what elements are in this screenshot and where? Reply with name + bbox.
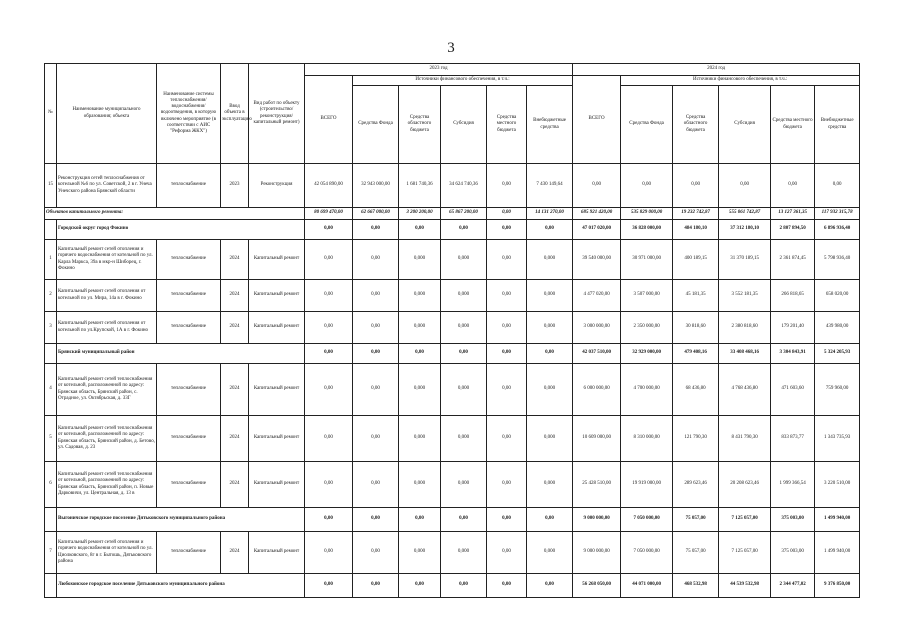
subtotal-row (45, 508, 860, 532)
col-work-type: Вид работ по объекту (строительство/ реконструкция/ капитальный ремонт) (249, 64, 305, 164)
cell-value: 7 430 149,64 (527, 164, 573, 208)
cell-value: 0,00 (305, 532, 353, 574)
subtotal-row (45, 574, 860, 598)
cell-name: Объектов капитального ремонта: (45, 208, 305, 220)
cell-value: 42 037 510,00 (573, 344, 621, 364)
cell-value: 75 057,00 (673, 532, 719, 574)
page-number: 3 (447, 40, 455, 56)
cell-value: 0,00 (771, 164, 815, 208)
cell-system: теплоснабжение (157, 280, 221, 312)
cell-value: 0,000 (441, 240, 487, 280)
cell-work-type: Реконструкция (249, 164, 305, 208)
cell-value: 0,00 (353, 280, 399, 312)
cell-value: 39 540 000,00 (573, 240, 621, 280)
cell-value: 19 919 000,00 (621, 462, 673, 508)
cell-work-type: Капитальный ремонт (249, 280, 305, 312)
cell-no (45, 574, 57, 598)
cell-value: 759 960,00 (815, 364, 860, 416)
cell-value: 0,00 (441, 574, 487, 598)
cell-value: 31 370 189,15 (719, 240, 771, 280)
cell-value: 0,00 (353, 416, 399, 462)
cell-value: 0,00 (305, 508, 353, 532)
cell-value: 44 539 532,98 (719, 574, 771, 598)
cell-work-type: Капитальный ремонт (249, 240, 305, 280)
col-year-2023: 2023 год (305, 64, 573, 76)
table-row (45, 364, 860, 416)
cell-value: 0,00 (487, 208, 527, 220)
cell-value: 0,00 (305, 416, 353, 462)
col-2023-fund: Средства Фонда (353, 86, 399, 164)
cell-value: 0,00 (353, 240, 399, 280)
cell-year: 2024 (221, 416, 249, 462)
cell-value: 0,000 (527, 280, 573, 312)
cell-value: 0,000 (527, 416, 573, 462)
cell-value: 1 343 735,93 (815, 416, 860, 462)
cell-work-type: Капитальный ремонт (249, 416, 305, 462)
cell-value: 471 603,60 (771, 364, 815, 416)
cell-value: 0,00 (305, 220, 353, 240)
cell-value: 0,000 (441, 462, 487, 508)
col-2024-sources: Источники финансового обеспечения, в т.ч.: (621, 76, 860, 86)
cell-value: 479 408,16 (673, 344, 719, 364)
cell-system: теплоснабжение (157, 462, 221, 508)
cell-value: 0,00 (487, 462, 527, 508)
cell-value: 30 818,60 (673, 312, 719, 344)
cell-no (45, 220, 57, 240)
cell-value: 0,00 (305, 574, 353, 598)
cell-work-type: Капитальный ремонт (249, 532, 305, 574)
cell-value: 3 507 000,00 (621, 280, 673, 312)
col-year-2024: 2024 год (573, 64, 860, 76)
cell-year: 2024 (221, 280, 249, 312)
cell-value: 0,00 (399, 220, 441, 240)
cell-value: 8 310 000,00 (621, 416, 673, 462)
cell-value: 0,00 (487, 280, 527, 312)
cell-work-type: Капитальный ремонт (249, 364, 305, 416)
cell-value: 0,00 (353, 508, 399, 532)
cell-value: 0,00 (441, 344, 487, 364)
cell-value: 0,000 (399, 462, 441, 508)
cell-value: 13 127 361,35 (771, 208, 815, 220)
cell-value: 289 623,46 (673, 462, 719, 508)
cell-name: Капитальный ремонт сетей отопления и горячего водоснабжения от котельной по ул. Циолковского, 8г в г. Бытошь, Дятьковского района (57, 532, 157, 574)
cell-value: 400 189,15 (673, 240, 719, 280)
cell-value: 0,00 (399, 574, 441, 598)
col-name: Наименование муниципального образования; объекта (57, 64, 157, 164)
cell-value: 0,00 (399, 508, 441, 532)
cell-value: 0,00 (353, 462, 399, 508)
cell-year: 2024 (221, 312, 249, 344)
cell-value: 0,00 (527, 508, 573, 532)
cell-value: 0,000 (527, 532, 573, 574)
cell-value: 0,00 (487, 344, 527, 364)
cell-value: 62 667 000,00 (353, 208, 399, 220)
cell-value: 0,000 (527, 364, 573, 416)
subtotal-row (45, 220, 860, 240)
cell-value: 19 232 742,87 (673, 208, 719, 220)
cell-value: 0,00 (487, 532, 527, 574)
cell-work-type: Капитальный ремонт (249, 312, 305, 344)
table-row (45, 532, 860, 574)
cell-value: 0,000 (399, 312, 441, 344)
cell-value: 3 000 000,00 (573, 312, 621, 344)
cell-value: 0,00 (305, 280, 353, 312)
cell-value: 0,00 (621, 164, 673, 208)
table-row (45, 240, 860, 280)
cell-system: теплоснабжение (157, 240, 221, 280)
table-row (45, 416, 860, 462)
cell-value: 0,00 (305, 240, 353, 280)
cell-value: 0,00 (353, 220, 399, 240)
cell-value: 0,00 (487, 416, 527, 462)
col-2024-local: Средства местного бюджета (771, 86, 815, 164)
cell-value: 0,00 (487, 220, 527, 240)
cell-value: 1 499 940,00 (815, 532, 860, 574)
cell-value: 121 790,30 (673, 416, 719, 462)
cell-value: 375 003,00 (771, 532, 815, 574)
table-row (45, 164, 860, 208)
cell-no: 1 (45, 240, 57, 280)
cell-value: 0,000 (399, 532, 441, 574)
cell-value: 468 532,98 (673, 574, 719, 598)
cell-value: 56 268 050,00 (573, 574, 621, 598)
cell-name: Капитальный ремонт сетей теплоснабжения от котельной, расположенной по адресу: Брянская область, Брянский район, д. Бетово, ул. Садовая, д. 23 (57, 416, 157, 462)
cell-no: 7 (45, 532, 57, 574)
cell-value: 3 200 200,00 (399, 208, 441, 220)
cell-value: 3 552 181,35 (719, 280, 771, 312)
cell-name: Капитальный ремонт сетей теплоснабжения от котельной, расположенной по адресу: Брянская область, Брянский район, с. Отрадное, ул. Октябрьская, д. 33Г (57, 364, 157, 416)
total-row (45, 208, 860, 220)
cell-value: 0,00 (487, 240, 527, 280)
cell-value: 65 867 200,00 (441, 208, 487, 220)
cell-value: 5 324 205,93 (815, 344, 860, 364)
cell-system: теплоснабжение (157, 416, 221, 462)
cell-name: Капитальный ремонт сетей отопления от котельной по ул. Мира, 14а в г. Фокино (57, 280, 157, 312)
cell-value: 1 681 740,36 (399, 164, 441, 208)
cell-value: 9 376 850,00 (815, 574, 860, 598)
cell-value: 179 201,40 (771, 312, 815, 344)
col-2023-regional: Средства областного бюджета (399, 86, 441, 164)
cell-value: 7 050 000,00 (621, 508, 673, 532)
cell-year: 2024 (221, 240, 249, 280)
cell-value: 0,00 (353, 344, 399, 364)
financing-table (44, 63, 860, 598)
cell-value: 9 000 000,00 (573, 508, 621, 532)
cell-year: 2024 (221, 462, 249, 508)
cell-value: 0,00 (441, 220, 487, 240)
cell-value: 0,000 (399, 416, 441, 462)
col-2023-extra: Внебюджетные средства (527, 86, 573, 164)
cell-no: 3 (45, 312, 57, 344)
col-2024-total: ВСЕГО (573, 76, 621, 164)
cell-value: 0,00 (399, 344, 441, 364)
col-2023-local: Средства местного бюджета (487, 86, 527, 164)
cell-value: 0,000 (399, 364, 441, 416)
cell-value: 75 057,00 (673, 508, 719, 532)
cell-name: Выгоничское городское поселение Дятьковского муниципального района (57, 508, 305, 532)
col-year: Ввод объекта в эксплуатацию (221, 64, 249, 164)
col-2024-subsidy: Субсидия (719, 86, 771, 164)
cell-value: 7 125 057,00 (719, 508, 771, 532)
col-system: Наименование системы теплоснабжения/ водоснабжения/ водоотведения, в которую включено мероприятие (в соответствии с АИС "Реформа ЖКХ") (157, 64, 221, 164)
cell-value: 0,00 (487, 574, 527, 598)
cell-value: 0,00 (487, 364, 527, 416)
cell-value: 9 000 000,00 (573, 532, 621, 574)
cell-value: 0,000 (441, 312, 487, 344)
cell-name: Капитальный ремонт сетей теплоснабжения от котельной, расположенной по адресу: Брянская область, Брянский район, п. Новые Дарковичи, ул. Центральная, д. 13 в (57, 462, 157, 508)
cell-value: 0,00 (487, 508, 527, 532)
cell-value: 0,000 (441, 280, 487, 312)
cell-no: 5 (45, 416, 57, 462)
cell-value: 4 768 436,80 (719, 364, 771, 416)
cell-no: 6 (45, 462, 57, 508)
cell-value: 266 818,65 (771, 280, 815, 312)
cell-value: 7 050 000,00 (621, 532, 673, 574)
cell-value: 2 350 000,00 (621, 312, 673, 344)
cell-system: теплоснабжение (157, 364, 221, 416)
cell-name: Городской округ город Фокино (57, 220, 305, 240)
cell-value: 0,000 (527, 240, 573, 280)
cell-value: 0,00 (441, 508, 487, 532)
cell-name: Брянский муниципальный район (57, 344, 305, 364)
cell-value: 6 896 936,40 (815, 220, 860, 240)
cell-value: 0,00 (487, 164, 527, 208)
cell-value: 0,00 (673, 164, 719, 208)
cell-year: 2023 (221, 164, 249, 208)
cell-value: 37 312 180,10 (719, 220, 771, 240)
cell-value: 0,00 (815, 164, 860, 208)
cell-value: 44 071 000,00 (621, 574, 673, 598)
cell-no: 15 (45, 164, 57, 208)
cell-value: 1 499 940,00 (815, 508, 860, 532)
cell-name: Капитальный ремонт сетей отопления от котельной по ул.Крупской, 1А в г. Фокино (57, 312, 157, 344)
cell-value: 5 798 936,40 (815, 240, 860, 280)
cell-no (45, 344, 57, 364)
cell-no (45, 508, 57, 532)
cell-name: Капитальный ремонт сетей отопления и горячего водоснабжения от котельной по ул. Карла Маркса, 39а в мкр-н Шиборец, г. Фокино (57, 240, 157, 280)
cell-value: 3 220 510,00 (815, 462, 860, 508)
cell-value: 0,00 (353, 312, 399, 344)
cell-no: 2 (45, 280, 57, 312)
cell-value: 68 436,80 (673, 364, 719, 416)
cell-value: 7 125 057,00 (719, 532, 771, 574)
cell-value: 45 181,35 (673, 280, 719, 312)
col-2023-sources: Источники финансового обеспечения, в т.ч.: (353, 76, 573, 86)
cell-value: 375 003,00 (771, 508, 815, 532)
cell-value: 0,00 (305, 462, 353, 508)
cell-year: 2024 (221, 364, 249, 416)
col-2024-regional: Средства областного бюджета (673, 86, 719, 164)
cell-system: теплоснабжение (157, 532, 221, 574)
col-2023-subsidy: Субсидия (441, 86, 487, 164)
cell-value: 0,00 (353, 574, 399, 598)
cell-value: 30 971 000,00 (621, 240, 673, 280)
cell-value: 0,000 (399, 240, 441, 280)
cell-value: 0,000 (527, 462, 573, 508)
cell-value: 0,00 (487, 312, 527, 344)
cell-value: 2 361 874,45 (771, 240, 815, 280)
cell-value: 4 700 000,00 (621, 364, 673, 416)
cell-name: Реконструкция сетей теплоснабжения от котельной №6 по ул. Советской, 2 в г. Унеча Унечского района Брянской области (57, 164, 157, 208)
cell-value: 4 477 020,00 (573, 280, 621, 312)
cell-value: 0,00 (719, 164, 771, 208)
cell-value: 0,00 (305, 344, 353, 364)
cell-year: 2024 (221, 532, 249, 574)
cell-value: 0,00 (527, 574, 573, 598)
cell-value: 33 408 468,16 (719, 344, 771, 364)
cell-value: 555 061 742,87 (719, 208, 771, 220)
table-row (45, 312, 860, 344)
cell-value: 0,00 (353, 532, 399, 574)
cell-value: 2 807 894,50 (771, 220, 815, 240)
cell-value: 658 020,00 (815, 280, 860, 312)
cell-no: 4 (45, 364, 57, 416)
cell-value: 42 054 890,00 (305, 164, 353, 208)
cell-value: 3 304 843,91 (771, 344, 815, 364)
cell-value: 484 180,10 (673, 220, 719, 240)
cell-value: 32 929 000,00 (621, 344, 673, 364)
cell-value: 0,00 (305, 364, 353, 416)
cell-value: 32 943 000,00 (353, 164, 399, 208)
cell-value: 10 609 000,00 (573, 416, 621, 462)
cell-system: теплоснабжение (157, 312, 221, 344)
cell-value: 0,000 (441, 532, 487, 574)
col-2024-extra: Внебюджетные средства (815, 86, 860, 164)
cell-value: 117 932 315,78 (815, 208, 860, 220)
subtotal-row (45, 344, 860, 364)
cell-value: 535 829 000,00 (621, 208, 673, 220)
cell-value: 0,000 (399, 280, 441, 312)
col-no: № (45, 64, 57, 164)
cell-work-type: Капитальный ремонт (249, 462, 305, 508)
col-2024-fund: Средства Фонда (621, 86, 673, 164)
cell-value: 34 624 740,36 (441, 164, 487, 208)
cell-value: 0,000 (441, 364, 487, 416)
cell-value: 36 828 000,00 (621, 220, 673, 240)
cell-value: 25 428 510,00 (573, 462, 621, 508)
cell-value: 0,000 (441, 416, 487, 462)
cell-value: 8 431 790,30 (719, 416, 771, 462)
cell-value: 0,000 (527, 312, 573, 344)
cell-value: 0,00 (527, 220, 573, 240)
table-body (45, 164, 860, 598)
cell-value: 20 208 623,46 (719, 462, 771, 508)
cell-value: 47 017 020,00 (573, 220, 621, 240)
cell-name: Любохонское городское поселение Дятьковского муниципального района (57, 574, 305, 598)
table-row (45, 462, 860, 508)
cell-value: 439 980,00 (815, 312, 860, 344)
col-2023-total: ВСЕГО (305, 76, 353, 164)
cell-value: 0,00 (353, 364, 399, 416)
cell-value: 833 873,77 (771, 416, 815, 462)
cell-value: 6 000 000,00 (573, 364, 621, 416)
table-row (45, 280, 860, 312)
cell-value: 14 131 270,00 (527, 208, 573, 220)
cell-value: 0,00 (573, 164, 621, 208)
cell-system: теплоснабжение (157, 164, 221, 208)
cell-value: 685 921 420,00 (573, 208, 621, 220)
cell-value: 80 699 470,00 (305, 208, 353, 220)
cell-value: 0,00 (305, 312, 353, 344)
cell-value: 0,00 (527, 344, 573, 364)
cell-value: 2 380 818,60 (719, 312, 771, 344)
cell-value: 2 344 477,02 (771, 574, 815, 598)
cell-value: 1 999 366,54 (771, 462, 815, 508)
